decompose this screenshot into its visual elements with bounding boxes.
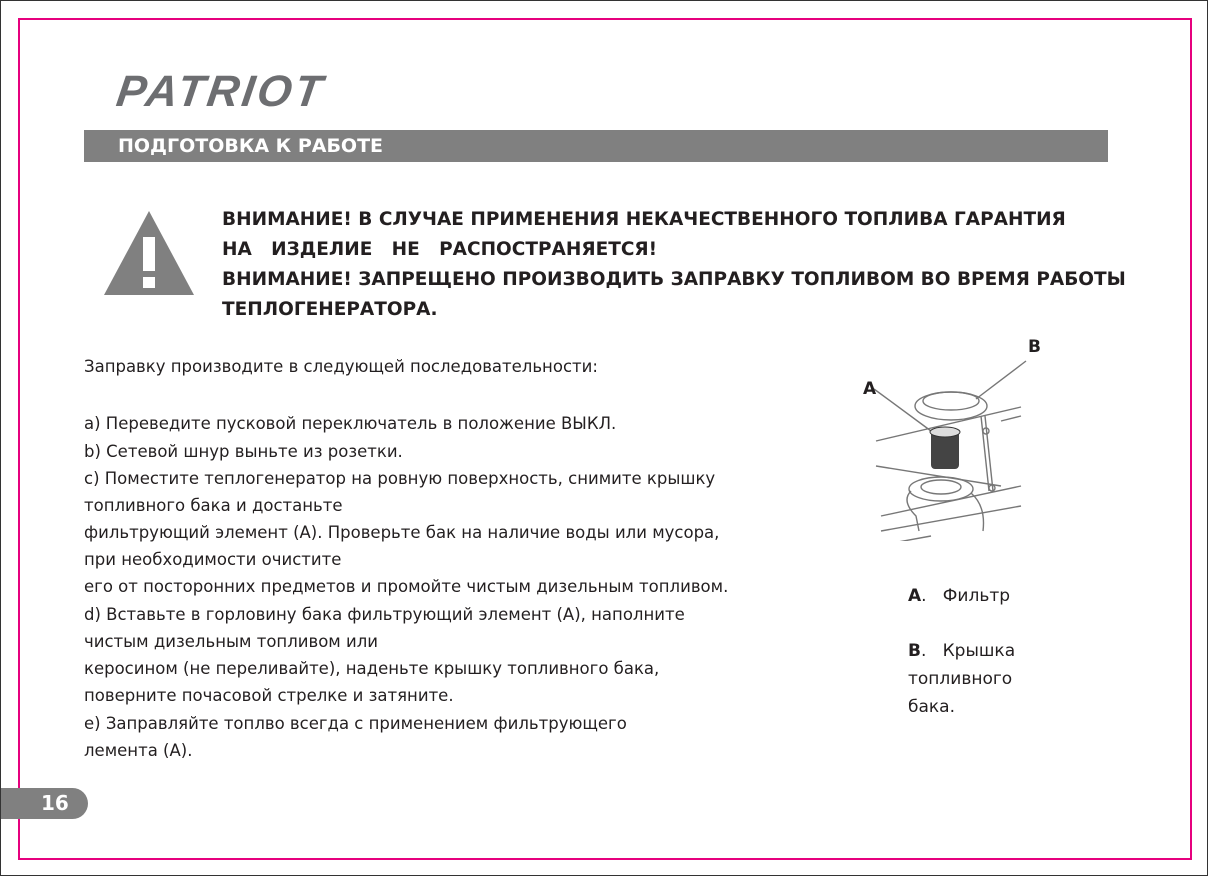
body-line: а) Переведите пусковой переключатель в положение ВЫКЛ. <box>84 414 617 433</box>
body-line: при необходимости очистите <box>84 550 342 569</box>
body-line: керосином (не переливайте), наденьте крышку топливного бака, <box>84 659 660 678</box>
fuel-filter-illustration <box>871 341 1061 541</box>
crop-line-top <box>18 18 1192 20</box>
body-line: b) Сетевой шнур выньте из розетки. <box>84 442 403 461</box>
warning-line: ВНИМАНИЕ! В СЛУЧАЕ ПРИМЕНЕНИЯ НЕКАЧЕСТВЕННОГО ТОПЛИВА ГАРАНТИЯ <box>222 209 1066 230</box>
legend-a-key: A <box>908 586 922 606</box>
legend-a: A. Фильтр <box>908 586 1011 606</box>
body-line: е) Заправляйте топлво всегда с применением фильтрующего <box>84 714 627 733</box>
warning-icon <box>104 211 194 295</box>
body-line: топливного бака и достаньте <box>84 496 343 515</box>
warning-line: НА ИЗДЕЛИЕ НЕ РАСПОСТРАНЯЕТСЯ! <box>222 239 658 260</box>
section-header <box>84 130 1108 162</box>
warning-line: ТЕПЛОГЕНЕРАТОРА. <box>222 299 438 320</box>
legend-b-text: бака. <box>908 697 955 717</box>
figure-label-a: A <box>863 379 877 399</box>
brand-logo: PATRIOT <box>113 67 329 116</box>
page-number: 16 <box>41 791 69 815</box>
crop-line-bottom <box>18 858 1192 860</box>
page-number-tab <box>1 788 88 819</box>
body-line: Заправку производите в следующей последовательности: <box>84 357 598 376</box>
legend-a-text: Фильтр <box>942 586 1011 606</box>
section-title: ПОДГОТОВКА К РАБОТЕ <box>118 135 384 157</box>
body-line: фильтрующий элемент (А). Проверьте бак на наличие воды или мусора, <box>84 523 720 542</box>
legend-b-key: B <box>908 641 921 661</box>
legend-b-text: Крышка <box>942 641 1016 661</box>
body-line: чистым дизельным топливом или <box>84 632 378 651</box>
body-line: поверните почасовой стрелке и затяните. <box>84 686 454 705</box>
crop-line-left <box>18 18 20 860</box>
body-line: с) Поместите теплогенератор на ровную поверхность, снимите крышку <box>84 469 716 488</box>
body-line: его от посторонних предметов и промойте чистым дизельным топливом. <box>84 577 729 596</box>
warning-line: ВНИМАНИЕ! ЗАПРЕЩЕНО ПРОИЗВОДИТЬ ЗАПРАВКУ ТОПЛИВОМ ВО ВРЕМЯ РАБОТЫ <box>222 269 1126 290</box>
legend-b: B. Крышка <box>908 641 1016 661</box>
body-line: d) Вставьте в горловину бака фильтрующий элемент (А), наполните <box>84 605 685 624</box>
crop-line-right <box>1190 18 1192 860</box>
figure-label-b: B <box>1028 337 1041 357</box>
legend-b-text: топливного <box>908 669 1013 689</box>
body-line: лемента (А). <box>84 741 193 760</box>
